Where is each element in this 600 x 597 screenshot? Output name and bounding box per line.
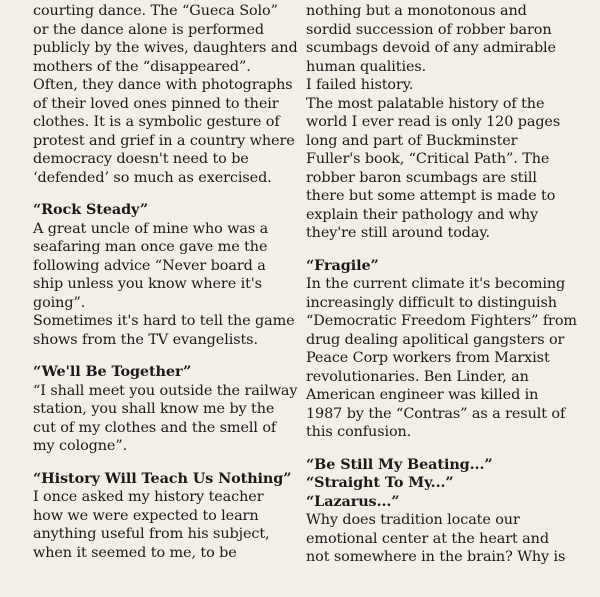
text-line: protest and grief in a country where [33, 132, 295, 149]
text-line: revolutionaries. Ben Linder, an [306, 368, 529, 385]
section-title: “We'll Be Together” [33, 363, 192, 380]
text-line: Sometimes it's hard to tell the game [33, 313, 295, 329]
text-line: Fuller's book, “Critical Path”. The [306, 151, 550, 167]
intro-paragraph [33, 2, 298, 187]
text-line: nothing but a monotonous and [306, 3, 527, 19]
text-line: human qualities. [306, 58, 427, 75]
text-line: increasingly difficult to distinguish [306, 294, 557, 311]
text-line: The most palatable history of the [306, 95, 545, 112]
section-title: “Fragile” [306, 256, 379, 274]
text-line: when it seemed to me, to be [33, 544, 237, 561]
text-line: publicly by the wives, daughters and [33, 40, 298, 56]
section-be-still [306, 456, 568, 567]
text-line: of their loved ones pinned to their [33, 95, 279, 112]
text-line: long and part of Buckminster [306, 132, 518, 149]
text-line: Peace Corp workers from Marxist [306, 350, 550, 366]
text-line: robber baron scumbags are still [306, 169, 537, 186]
text-line: 1987 by the “Contras” as a result of [306, 405, 566, 422]
section-title: “History Will Teach Us Nothing” [33, 469, 292, 487]
text-line: going”. [33, 294, 86, 311]
text-line: emotional center at the heart and [306, 530, 549, 547]
text-line: Why does tradition locate our [306, 512, 520, 528]
text-line: there but some attempt is made to [306, 188, 556, 204]
text-line: my cologne”. [33, 438, 128, 454]
text-line: this confusion. [306, 424, 412, 440]
text-line: anything useful from his subject, [33, 526, 270, 542]
text-line: In the current climate it's becoming [306, 276, 566, 292]
text-line: sordid succession of robber baron [306, 21, 552, 38]
text-line: scumbags devoid of any admirable [306, 40, 556, 56]
text-line: mothers of the “disappeared”. [33, 58, 251, 75]
text-line: A great uncle of mine who was a [33, 220, 269, 237]
left-column [33, 2, 298, 562]
text-line: station, you shall know me by the [33, 401, 275, 417]
section-rock-steady [33, 201, 295, 349]
text-line: I once asked my history teacher [33, 489, 264, 505]
section-well-be-together [33, 363, 298, 456]
text-line: following advice “Never board a [33, 257, 266, 274]
section-title: “Be Still My Beating...” [306, 455, 493, 473]
text-line: seafaring man once gave me the [33, 239, 268, 255]
text-line: courting dance. The “Gueca Solo” [33, 3, 278, 19]
section-title: “Straight To My...” [306, 474, 454, 491]
text-line: I failed history. [306, 77, 414, 93]
text-line: Often, they dance with photographs [33, 77, 293, 93]
section-title: “Rock Steady” [33, 201, 149, 218]
text-line: ‘defended’ so much as exercised. [33, 169, 272, 186]
text-line: drug dealing apolitical gangsters or [306, 331, 565, 348]
text-line: or the dance alone is performed [33, 21, 264, 38]
history-continued [306, 2, 568, 243]
text-line: clothes. It is a symbolic gesture of [33, 114, 280, 130]
text-line: how we were expected to learn [33, 507, 259, 524]
text-line: American engineer was killed in [306, 387, 539, 403]
text-line: they're still around today. [306, 225, 490, 241]
text-line: shows from the TV evangelists. [33, 331, 258, 348]
text-line: not somewhere in the brain? Why is [306, 549, 566, 565]
text-line: explain their pathology and why [306, 206, 539, 223]
section-fragile [306, 256, 577, 442]
text-line: democracy doesn't need to be [33, 151, 249, 167]
right-column [306, 2, 577, 567]
text-line: “I shall meet you outside the railway [33, 382, 298, 399]
text-line: world I ever read is only 120 pages [306, 114, 561, 130]
section-title: “Lazarus...” [306, 492, 400, 510]
text-line: ship unless you know where it's [33, 276, 262, 292]
section-history [33, 470, 295, 563]
text-line: cut of my clothes and the smell of [33, 419, 277, 436]
text-line: “Democratic Freedom Fighters” from [306, 313, 577, 329]
